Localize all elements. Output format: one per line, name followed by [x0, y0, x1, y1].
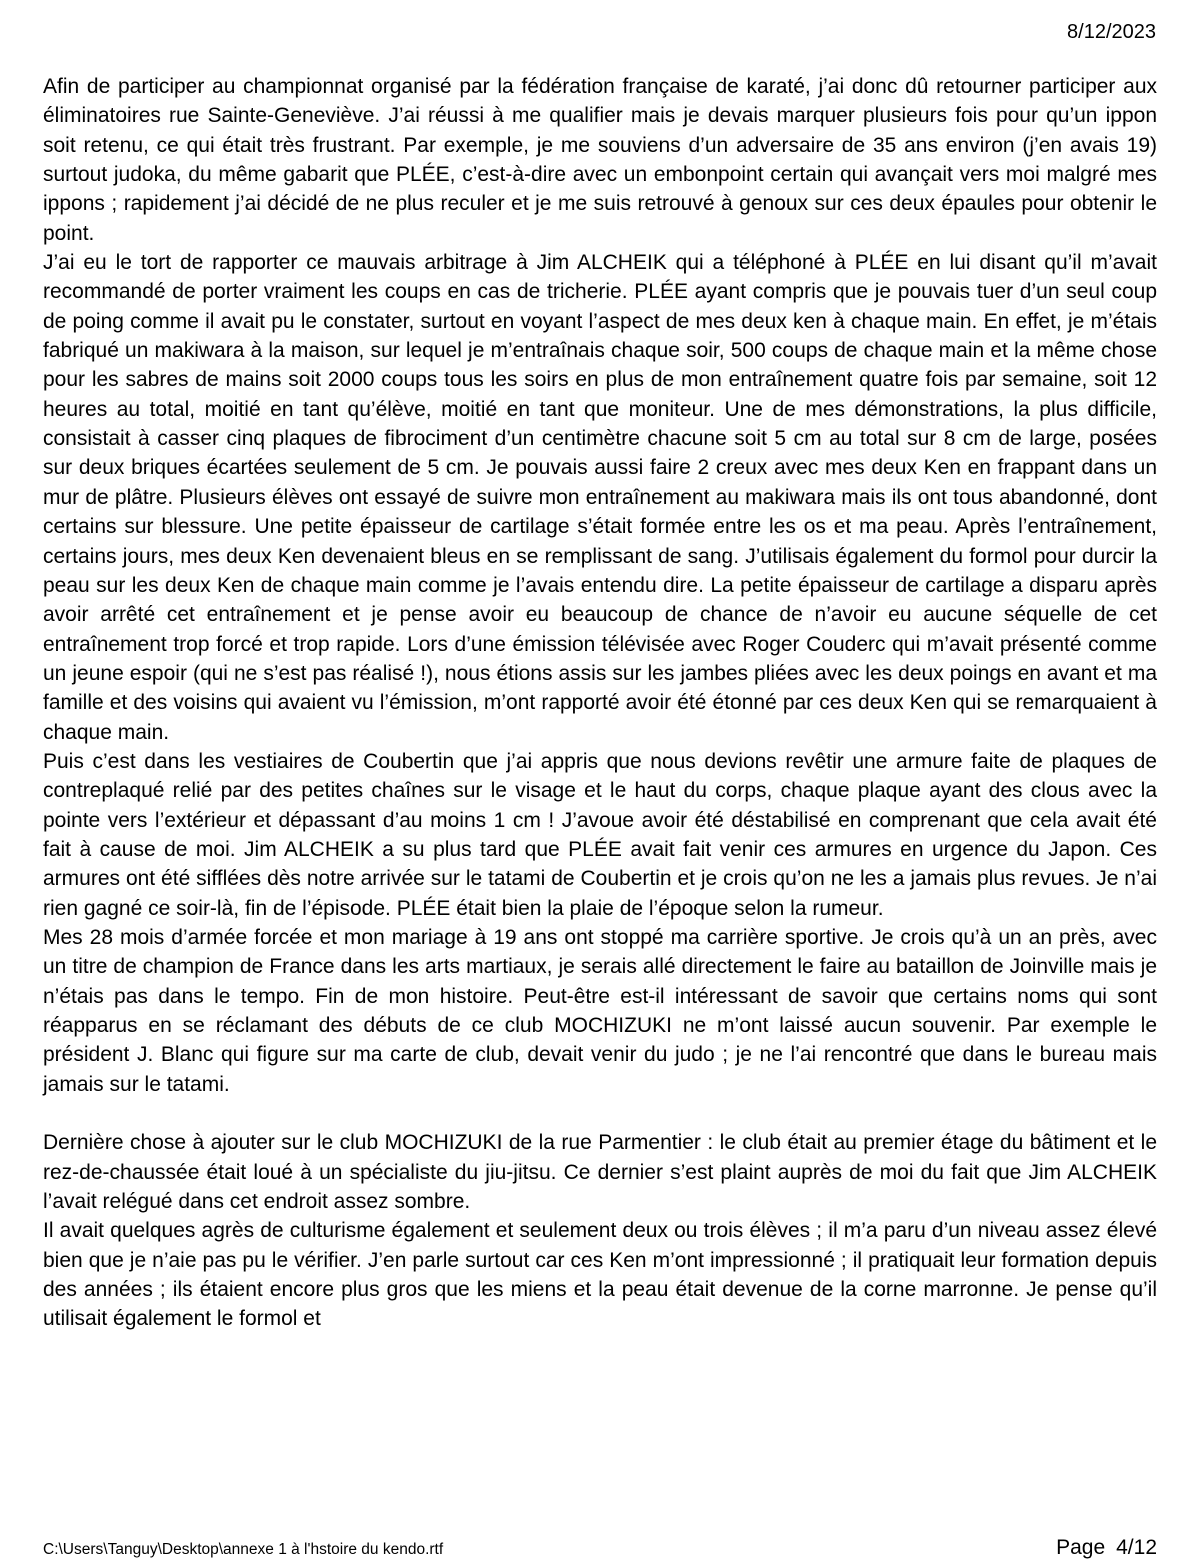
file-path: C:\Users\Tanguy\Desktop\annexe 1 à l'hstoire du kendo.rtf	[43, 1541, 444, 1558]
paragraph-vestiaires-coubertin: Puis c’est dans les vestiaires de Coubertin que j’ai appris que nous devions revêtir une armure faite de plaques de contreplaqué relié par des petites chaînes sur le visage et le haut du corps, chaque plaque ayant des clous avec la pointe vers l’extérieur et dépassant d’au moins 1 cm ! J’avoue avoir été déstabilisé en comprenant que cela avait été fait à cause de moi. Jim ALCHEIK a su plus tard que PLÉE avait fait venir ces armures en urgence du Japon. Ces armures ont été sifflées dès notre arrivée sur le tatami de Coubertin et je crois qu’on ne les a jamais plus revues. Je n’ai rien gagné ce soir-là, fin de l’épisode. PLÉE était bien la plaie de l’époque selon la rumeur.	[43, 749, 1157, 920]
page-word: Page	[1056, 1536, 1106, 1559]
page-indicator	[1056, 1536, 1157, 1560]
page-footer	[43, 1536, 1157, 1560]
paragraph-club-parmentier: Dernière chose à ajouter sur le club MOCHIZUKI de la rue Parmentier : le club était au premier étage du bâtiment et le rez-de-chaussée était loué à un spécialiste du jiu-jitsu. Ce dernier s’est plaint auprès de moi du fait que Jim ALCHEIK l’avait relégué dans cet endroit assez sombre.	[43, 1131, 1157, 1214]
document-body	[43, 72, 1157, 1334]
header-date: 8/12/2023	[1067, 21, 1156, 43]
blank-line	[43, 1099, 1157, 1128]
paragraph-jiujitsu-ken: Il avait quelques agrès de culturisme également et seulement deux ou trois élèves ; il m’a paru d’un niveau assez élevé bien que je n’aie pas pu le vérifier. J’en parle surtout car ces Ken m’ont impressionné ; il pratiquait leur formation depuis des années ; ils étaient encore plus gros que les miens et la peau était devenue de la corne marronne. Je pense qu’il utilisait également le formol et	[43, 1219, 1157, 1331]
paragraph-armee-mochizuki: Mes 28 mois d’armée forcée et mon mariage à 19 ans ont stoppé ma carrière sportive. Je crois qu’à un an près, avec un titre de champion de France dans les arts martiaux, je serais allé directement le faire au bataillon de Joinville mais je n’étais pas dans le tempo. Fin de mon histoire. Peut-être est-il intéressant de savoir que certains noms qui sont réapparus en se réclamant des débuts de ce club MOCHIZUKI ne m’ont laissé aucun souvenir. Par exemple le président J. Blanc qui figure sur ma carte de club, devait venir du judo ; je ne l’ai rencontré que dans le bureau mais jamais sur le tatami.	[43, 925, 1157, 1096]
paragraph-arbitrage-entrainement: J’ai eu le tort de rapporter ce mauvais arbitrage à Jim ALCHEIK qui a téléphoné à PLÉE en lui disant qu’il m’avait recommandé de porter vraiment les coups en cas de tricherie. PLÉE ayant compris que je pouvais tuer d’un seul coup de poing comme il avait pu le constater, surtout en voyant l’aspect de mes deux ken à chaque main. En effet, je m’étais fabriqué un makiwara à la maison, sur lequel je m’entraînais chaque soir, 500 coups de chaque main et la même chose pour les sabres de mains soit 2000 coups tous les soirs en plus de mon entraînement quatre fois par semaine, soit 12 heures au total, moitié en tant qu’élève, moitié en tant que moniteur. Une de mes démonstrations, la plus difficile, consistait à casser cinq plaques de fibrociment d’un centimètre chacune soit 5 cm au total sur 8 cm de large, posées sur deux briques écartées seulement de 5 cm. Je pouvais aussi faire 2 creux avec mes deux Ken en frappant dans un mur de plâtre. Plusieurs élèves ont essayé de suivre mon entraînement au makiwara mais ils ont tous abandonné, dont certains sur blessure. Une petite épaisseur de cartilage s’était formée entre les os et ma peau. Après l’entraînement, certains jours, mes deux Ken devenaient bleus en se remplissant de sang. J’utilisais également du formol pour durcir la peau sur les deux Ken de chaque main comme je l’avais entendu dire. La petite épaisseur de cartilage a disparu après avoir arrêté cet entraînement et je pense avoir eu beaucoup de chance de n’avoir eu aucune séquelle de cet entraînement trop forcé et trop rapide. Lors d’une émission télévisée avec Roger Couderc qui m’avait présenté comme un jeune espoir (qui ne s’est pas réalisé !), nous étions assis sur les jambes pliées avec les deux poings en avant et ma famille et des voisins qui avaient vu l’émission, m’ont rapporté avoir été étonné par ces deux Ken qui se remarquaient à chaque main.	[43, 251, 1157, 744]
page-header	[1067, 20, 1156, 44]
paragraph-championnat: Afin de participer au championnat organisé par la fédération française de karaté, j’ai donc dû retourner participer aux éliminatoires rue Sainte-Geneviève. J’ai réussi à me qualifier mais je devais marquer plusieurs fois pour qu’un ippon soit retenu, ce qui était très frustrant. Par exemple, je me souviens d’un adversaire de 35 ans environ (j’en avais 19) surtout judoka, du même gabarit que PLÉE, c’est-à-dire avec un embonpoint certain qui avançait vers moi malgré mes ippons ; rapidement j’ai décidé de ne plus reculer et je me suis retrouvé à genoux sur ces deux épaules pour obtenir le point.	[43, 75, 1157, 245]
page-number: 4/12	[1116, 1536, 1157, 1559]
